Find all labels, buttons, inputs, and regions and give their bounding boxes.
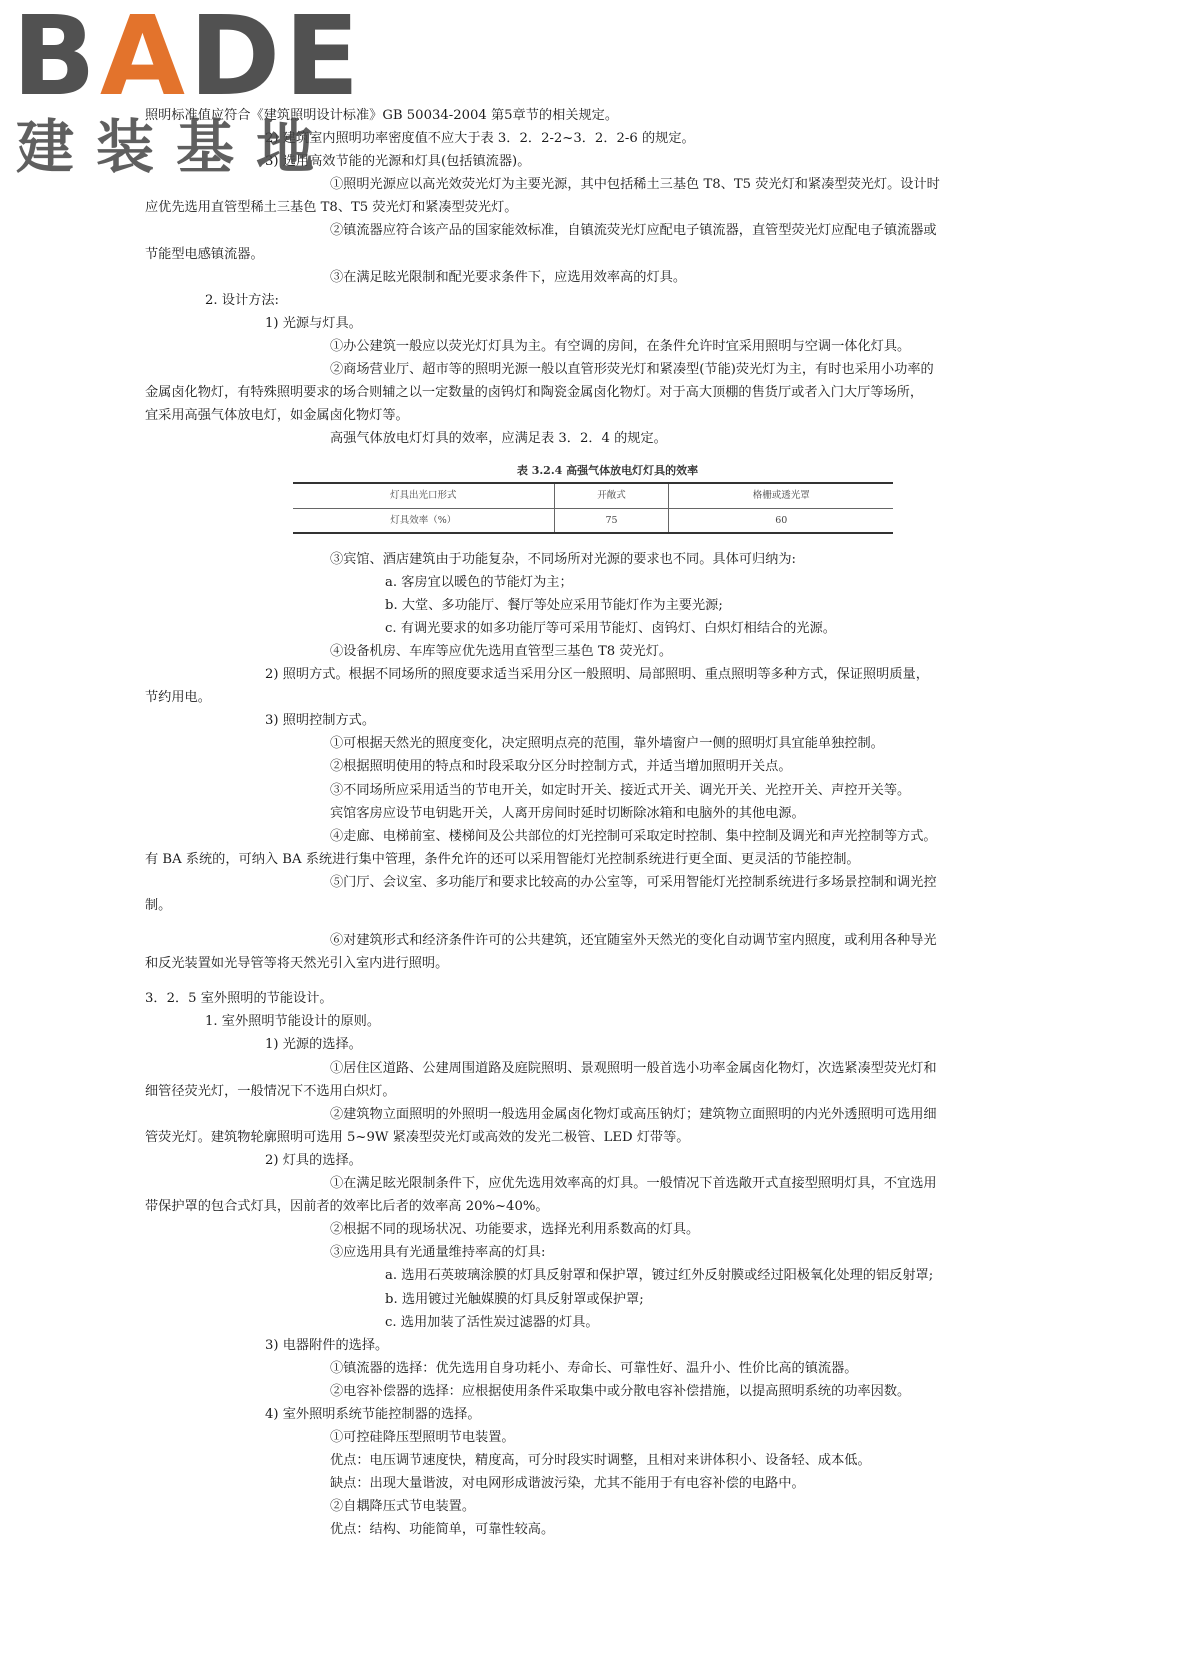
text-line: 高强气体放电灯灯具的效率，应满足表 3．2．4 的规定。 (330, 431, 667, 447)
text-line: 优点：电压调节速度快，精度高，可分时段实时调整，且相对来讲体积小、设备轻、成本低。 (330, 1453, 871, 1469)
text-line: 1. 室外照明节能设计的原则。 (205, 1014, 381, 1030)
text-line: 细管径荧光灯，一般情况下不选用白炽灯。 (145, 1083, 396, 1099)
text-line: 节能型电感镇流器。 (145, 246, 264, 262)
text-line: b. 大堂、多功能厅、餐厅等处应采用节能灯作为主要光源; (385, 597, 723, 613)
table-header-cell: 开敞式 (554, 483, 669, 508)
text-line: 节约用电。 (145, 690, 211, 706)
text-line: 缺点：出现大量谐波，对电网形成谐波污染，尤其不能用于有电容补偿的电路中。 (330, 1476, 805, 1492)
text-line: ④设备机房、车库等应优先选用直管型三基色 T8 荧光灯。 (330, 643, 673, 659)
text-line: ①居住区道路、公建周围道路及庭院照明、景观照明一般首选小功率金属卤化物灯，次选紧凑型荧光灯和 (330, 1060, 937, 1076)
text-line: ①照明光源应以高光效荧光灯为主要光源，其中包括稀土三基色 T8、T5 荧光灯和紧凑型荧光灯。设计时 (330, 177, 940, 193)
text-line: c. 有调光要求的如多功能厅等可采用节能灯、卤钨灯、白炽灯相结合的光源。 (385, 620, 836, 636)
text-line: ③不同场所应采用适当的节电开关，如定时开关、接近式开关、调光开关、光控开关、声控开关等。 (330, 782, 911, 798)
text-line: 2. 设计方法: (205, 292, 279, 308)
text-line: a. 客房宜以暖色的节能灯为主； (385, 574, 573, 590)
text-line: ②电容补偿器的选择：应根据使用条件采取集中或分散电容补偿措施，以提高照明系统的功率因数。 (330, 1383, 911, 1399)
text-line: 2) 照明方式。根据不同场所的照度要求适当采用分区一般照明、局部照明、重点照明等多种方式，保证照明质量， (265, 667, 929, 683)
text-line: ⑥对建筑形式和经济条件许可的公共建筑，还宜随室外天然光的变化自动调节室内照度，或利用各种导光 (330, 933, 937, 949)
text-line: ②根据照明使用的特点和时段采取分区分时控制方式，并适当增加照明开关点。 (330, 759, 792, 775)
text-line: ④走廊、电梯前室、楼梯间及公共部位的灯光控制可采取定时控制、集中控制及调光和声光控制等方式。 (330, 828, 937, 844)
document-body (145, 104, 1050, 1542)
table-header-cell: 灯具出光口形式 (293, 483, 554, 508)
text-line: 金属卤化物灯，有特殊照明要求的场合则辅之以一定数量的卤钨灯和陶瓷金属卤化物灯。对于高大顶棚的售货厅或者入门大厅等场所， (145, 385, 924, 401)
text-line: 制。 (145, 898, 172, 913)
table-cell: 75 (554, 508, 669, 533)
text-line: ②自耦降压式节电装置。 (330, 1499, 476, 1515)
text-line: ①镇流器的选择：优先选用自身功耗小、寿命长、可靠性好、温升小、性价比高的镇流器。 (330, 1360, 858, 1376)
text-line: ③在满足眩光限制和配光要求条件下，应选用效率高的灯具。 (330, 269, 687, 285)
text-line: 有 BA 系统的，可纳入 BA 系统进行集中管理，条件允许的还可以采用智能灯光控制系统进行更全面、更灵活的节能控制。 (145, 851, 860, 867)
text-line: 宜采用高强气体放电灯，如金属卤化物灯等。 (145, 408, 409, 424)
text-line: 应优先选用直管型稀土三基色 T8、T5 荧光灯和紧凑型荧光灯。 (145, 200, 518, 216)
table-cell: 灯具效率（%） (293, 508, 554, 533)
text-line: ②商场营业厅、超市等的照明光源一般以直管形荧光灯和紧凑型(节能)荧光灯为主，有时也采用小功率的 (330, 362, 934, 378)
text-line: 宾馆客房应设节电钥匙开关，人离开房间时延时切断除冰箱和电脑外的其他电源。 (330, 805, 805, 821)
text-line: 3) 选用高效节能的光源和灯具(包括镇流器)。 (265, 154, 531, 170)
text-line: ①办公建筑一般应以荧光灯灯具为主。有空调的房间，在条件允许时宜采用照明与空调一体化灯具。 (330, 338, 911, 354)
efficiency-table-block (145, 460, 1050, 533)
text-line: ②建筑物立面照明的外照明一般选用金属卤化物灯或高压钠灯；建筑物立面照明的内光外透照明可选用细 (330, 1106, 937, 1122)
text-line: ⑤门厅、会议室、多功能厅和要求比较高的办公室等，可采用智能灯光控制系统进行多场景控制和调光控 (330, 874, 937, 890)
text-line: 3) 电器附件的选择。 (265, 1337, 389, 1353)
watermark-chinese: 建装基地 (16, 113, 337, 181)
text-line: 2) 灯具的选择。 (265, 1152, 362, 1168)
text-line: 带保护罩的包合式灯具，因前者的效率比后者的效率高 20%~40%。 (145, 1199, 549, 1215)
text-line: 2) 建筑室内照明功率密度值不应大于表 3．2．2-2~3．2．2-6 的规定。 (265, 131, 695, 147)
table-cell: 60 (669, 508, 893, 533)
text-line: ①在满足眩光限制条件下，应优先选用效率高的灯具。一般情况下首选敞开式直接型照明灯具，不宜选用 (330, 1176, 937, 1192)
table-header-cell: 格栅或透光罩 (669, 483, 893, 508)
text-line: 4) 室外照明系统节能控制器的选择。 (265, 1406, 481, 1422)
text-line: ②镇流器应符合该产品的国家能效标准，自镇流荧光灯应配电子镇流器，直管型荧光灯应配电子镇流器或 (330, 223, 937, 239)
text-line: ①可控硅降压型照明节电装置。 (330, 1430, 515, 1446)
text-line: 1) 光源的选择。 (265, 1037, 362, 1053)
text-line: c. 选用加装了活性炭过滤器的灯具。 (385, 1314, 599, 1330)
section-heading: 3．2．5 室外照明的节能设计。 (145, 991, 333, 1007)
text-line: 3) 照明控制方式。 (265, 713, 376, 729)
text-line: 1) 光源与灯具。 (265, 315, 362, 331)
table-row (293, 508, 893, 533)
text-line: ③宾馆、酒店建筑由于功能复杂，不同场所对光源的要求也不同。具体可归纳为: (330, 551, 797, 567)
text-line: 照明标准值应符合《建筑照明设计标准》GB 50034-2004 第5章节的相关规定。 (145, 108, 619, 123)
text-line: 管荧光灯。建筑物轮廓照明可选用 5~9W 紧凑型荧光灯或高效的发光二极管、LED 灯带等。 (145, 1129, 690, 1145)
table-header-row (293, 483, 893, 508)
text-line: 和反光装置如光导管等将天然光引入室内进行照明。 (145, 956, 449, 972)
text-line: b. 选用镀过光触媒膜的灯具反射罩或保护罩; (385, 1291, 644, 1307)
watermark-brand: BADE (12, 0, 364, 120)
table-caption: 表 3.2.4 高强气体放电灯灯具的效率 (516, 464, 699, 478)
watermark-logo (12, 0, 364, 182)
text-line: ①可根据天然光的照度变化，决定照明点亮的范围，靠外墙窗户一侧的照明灯具宜能单独控制。 (330, 736, 884, 752)
text-line: 优点：结构、功能简单，可靠性较高。 (330, 1522, 555, 1538)
efficiency-table (293, 482, 893, 533)
text-line: ③应选用具有光通量维持率高的灯具: (330, 1245, 546, 1261)
text-line: ②根据不同的现场状况、功能要求，选择光利用系数高的灯具。 (330, 1222, 700, 1238)
text-line: a. 选用石英玻璃涂膜的灯具反射罩和保护罩，镀过红外反射膜或经过阳极氧化处理的铝反射罩; (385, 1268, 934, 1284)
